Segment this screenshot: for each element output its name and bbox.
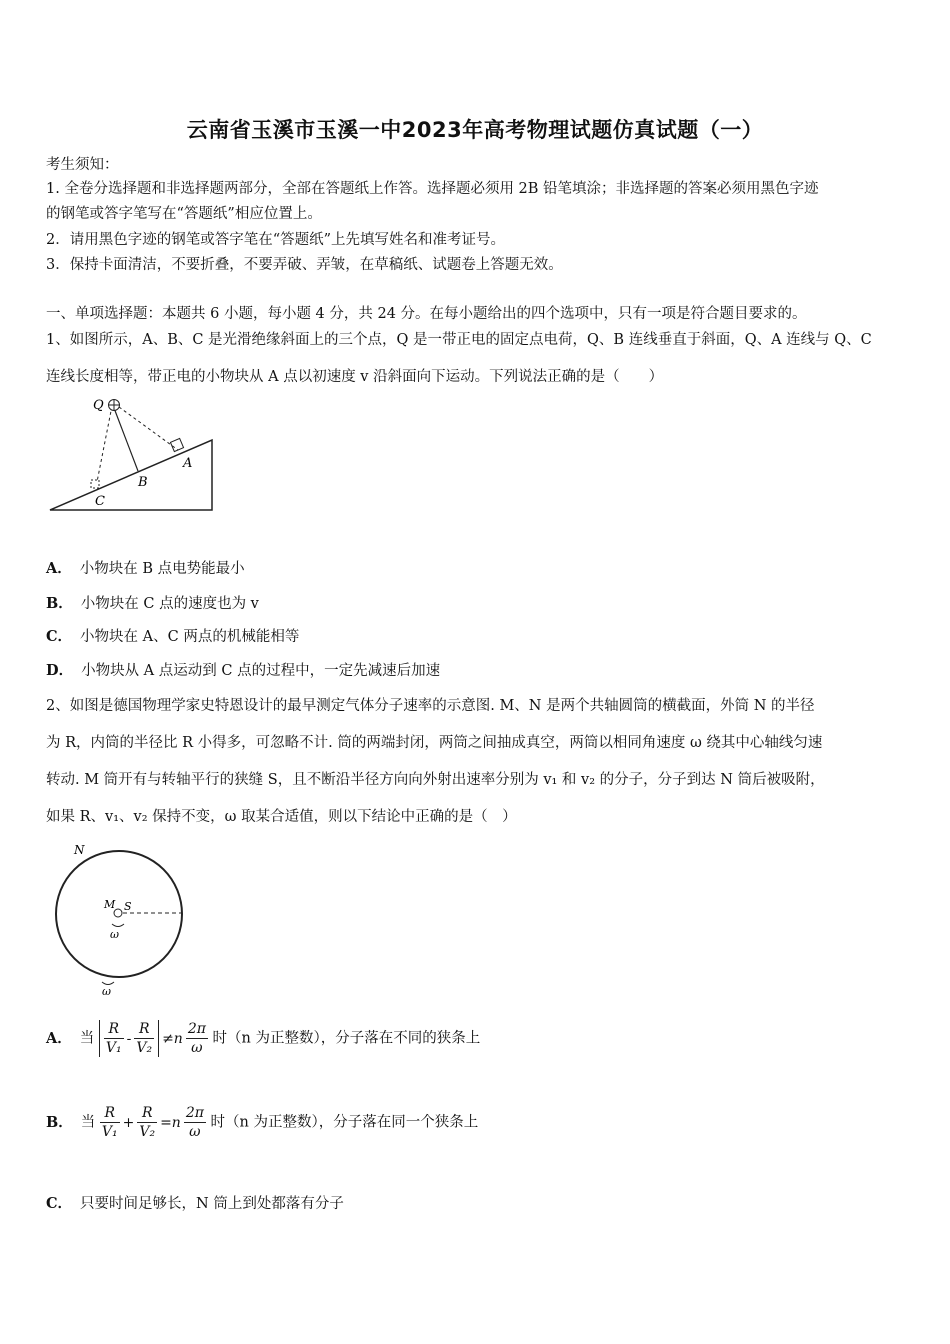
label-n: N [74, 843, 85, 857]
incline-figure [46, 392, 218, 516]
q2-option-b: B． 当 $\frac{R}{\text{V₁}}$ + $\frac{R}{\text{V₂}}$ =n $\frac{2\pi}{\omega}$ 时（n 为正整数），分子落在同一个狭条上 [46, 1105, 479, 1140]
abs-bars: $\frac{R}{\text{V₁}}$ - $\frac{R}{\text{V₂}}$ [99, 1020, 159, 1057]
label-omega-outer: ω [102, 985, 111, 998]
q1-stem-line-1: 1、如图所示，A、B、C 是光滑绝缘斜面上的三个点，Q 是一带正电的固定点电荷，Q、B 连线垂直于斜面，Q、A 连线与 Q、C [46, 332, 872, 348]
formula-b: $\frac{R}{\text{V₁}}$ + $\frac{R}{\text{V₂}}$ =n $\frac{2\pi}{\omega}$ [101, 1105, 204, 1140]
label-m: M [104, 898, 116, 911]
label-a: A [183, 456, 193, 471]
rotation-arrow-inner-icon [112, 924, 124, 927]
q2-stem-line-1: 2、如图是德国物理学家史特恩设计的最早测定气体分子速率的示意图. M、N 是两个共轴圆筒的横截面，外筒 N 的半径 [46, 698, 815, 714]
q1-option-c: C． 小物块在 A、C 两点的机械能相等 [46, 628, 300, 645]
q2-stem-line-3: 转动. M 筒开有与转轴平行的狭缝 S，且不断沿半径方向向外射出速率分别为 v₁ 和 v₂ 的分子，分子到达 N 筒后被吸附， [46, 772, 825, 788]
label-b: B [138, 475, 148, 490]
right-angle-marker-c [91, 480, 99, 488]
q1-option-a: A． 小物块在 B 点电势能最小 [46, 560, 245, 577]
q2-option-c: C． 只要时间足够长，N 筒上到处都落有分子 [46, 1195, 344, 1212]
q1-option-b: B． 小物块在 C 点的速度也为 v [46, 595, 259, 612]
formula-a: $\frac{R}{\text{V₁}}$ - $\frac{R}{\text{V₂}}$ ≠n $\frac{2\pi}{\omega}$ [99, 1020, 208, 1057]
label-q: Q [93, 398, 104, 413]
line-q-b [114, 408, 138, 471]
q1-stem-line-2: 连线长度相等，带正电的小物块从 A 点以初速度 v 沿斜面向下运动。下列说法正确的是（ ） [46, 369, 664, 385]
q2-stem-line-4: 如果 R、v₁、v₂ 保持不变，ω 取某合适值，则以下结论中正确的是（ ） [46, 809, 517, 825]
cylinder-figure [46, 840, 196, 1002]
right-angle-marker [170, 438, 183, 451]
label-c: C [95, 494, 105, 509]
label-s: S [124, 900, 132, 913]
notice-heading: 考生须知： [46, 157, 119, 173]
notice-item-1: 1. 全卷分选择题和非选择题两部分，全部在答题纸上作答。选择题必须用 2B 铅笔填涂；非选择题的答案必须用黑色字迹 [46, 181, 819, 197]
q1-option-d: D． 小物块从 A 点运动到 C 点的过程中，一定先减速后加速 [46, 662, 441, 679]
q2-stem-line-2: 为 R，内筒的半径比 R 小得多，可忽略不计. 筒的两端封闭，两筒之间抽成真空，两筒以相同角速度 ω 绕其中心轴线匀速 [46, 735, 823, 751]
line-q-c [97, 406, 112, 482]
label-omega-inner: ω [110, 928, 119, 941]
section-heading: 一、单项选择题：本题共 6 小题，每小题 4 分，共 24 分。在每小题给出的四个选项中，只有一项是符合题目要求的。 [46, 306, 807, 322]
notice-item-1-cont: 的钢笔或答字笔写在“答题纸”相应位置上。 [46, 206, 322, 222]
notice-item-2: 2．请用黑色字迹的钢笔或答字笔在“答题纸”上先填写姓名和准考证号。 [46, 232, 506, 248]
page-title: 云南省玉溪市玉溪一中2023年高考物理试题仿真试题（一） [186, 118, 764, 142]
incline-triangle [50, 440, 212, 510]
q2-option-a: A． 当 $\frac{R}{\text{V₁}}$ - $\frac{R}{\text{V₂}}$ ≠n $\frac{2\pi}{\omega}$ 时（n 为正整数），分子落在不同的狭条上 [46, 1021, 481, 1056]
notice-item-3: 3．保持卡面清洁，不要折叠，不要弄破、弄皱，在草稿纸、试题卷上答题无效。 [46, 257, 563, 273]
